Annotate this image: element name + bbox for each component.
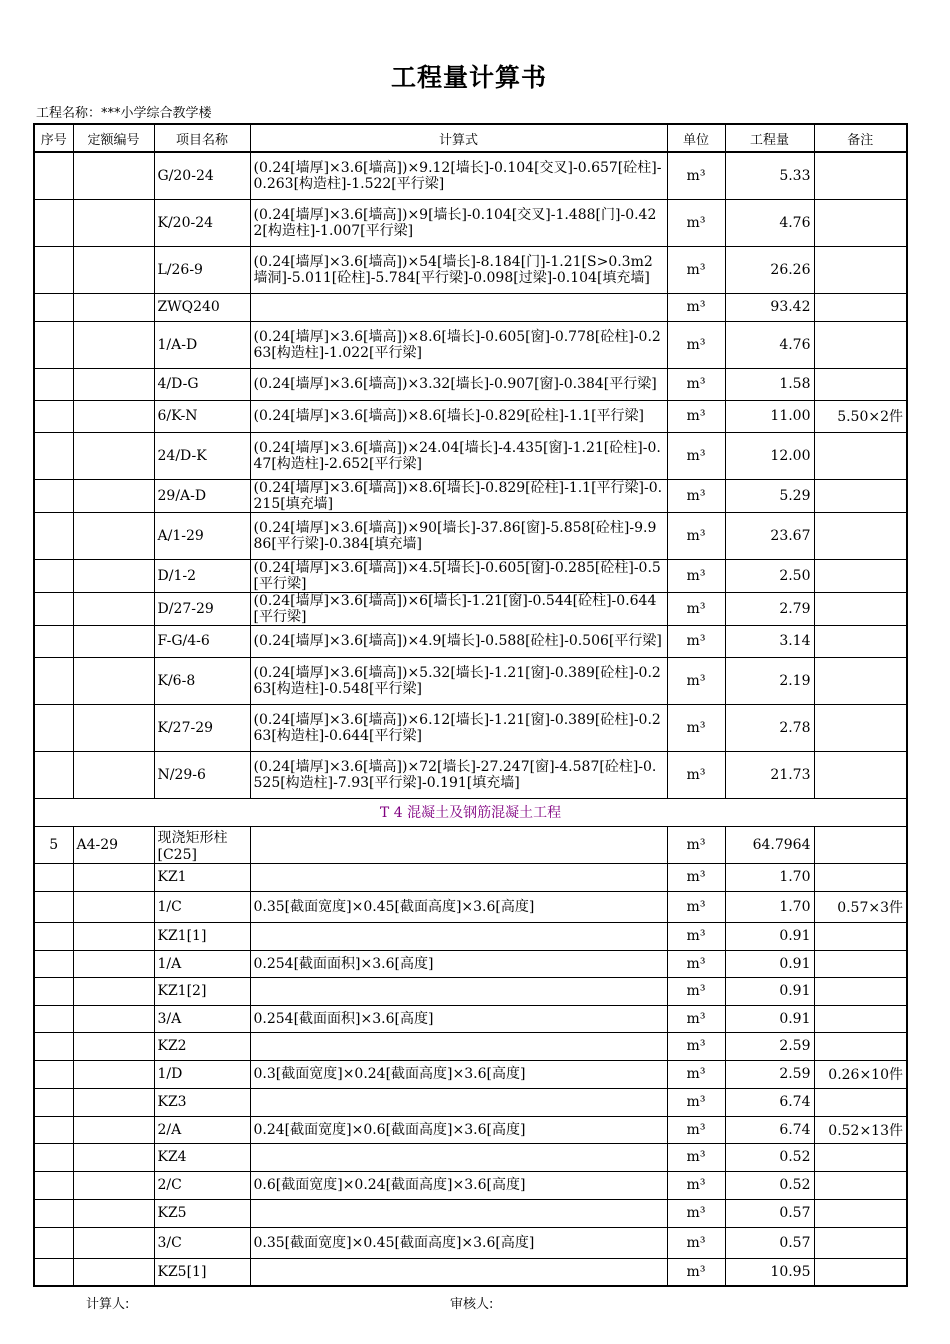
unit-cell: m³	[667, 704, 725, 751]
seq-cell	[34, 400, 73, 432]
section-title: T 4 混凝土及钢筋混凝土工程	[34, 798, 907, 826]
code-cell	[73, 657, 154, 704]
header-unit: 单位	[667, 124, 725, 152]
formula-cell: (0.24[墙厚]×3.6[墙高])×8.6[墙长]-0.829[砼柱]-1.1[平行梁]	[250, 400, 667, 432]
table-row	[34, 1060, 907, 1088]
quantity-cell: 23.67	[725, 512, 814, 559]
seq-cell	[34, 368, 73, 400]
formula-cell: (0.24[墙厚]×3.6[墙高])×4.9[墙长]-0.588[砼柱]-0.506[平行梁]	[250, 625, 667, 657]
formula-cell: 0.35[截面宽度]×0.45[截面高度]×3.6[高度]	[250, 1227, 667, 1258]
seq-cell	[34, 246, 73, 293]
quantity-cell: 2.59	[725, 1032, 814, 1060]
unit-cell: m³	[667, 1005, 725, 1032]
note-cell	[814, 863, 907, 891]
table-row	[34, 432, 907, 479]
table-row	[34, 1258, 907, 1286]
unit-cell: m³	[667, 1258, 725, 1286]
formula-cell: (0.24[墙厚]×3.6[墙高])×3.32[墙长]-0.907[窗]-0.384[平行梁]	[250, 368, 667, 400]
table-row	[34, 512, 907, 559]
item-name-cell: D/27-29	[154, 592, 250, 625]
unit-cell: m³	[667, 368, 725, 400]
seq-cell	[34, 1005, 73, 1032]
unit-cell: m³	[667, 400, 725, 432]
table-row	[34, 891, 907, 922]
unit-cell: m³	[667, 1116, 725, 1143]
code-cell	[73, 704, 154, 751]
code-cell	[73, 1005, 154, 1032]
quantity-cell: 2.59	[725, 1060, 814, 1088]
table-row	[34, 1227, 907, 1258]
unit-cell: m³	[667, 512, 725, 559]
quantity-cell: 3.14	[725, 625, 814, 657]
seq-cell	[34, 863, 73, 891]
item-name-cell: 3/C	[154, 1227, 250, 1258]
unit-cell: m³	[667, 826, 725, 863]
calculation-table	[33, 123, 908, 1287]
code-cell	[73, 592, 154, 625]
item-name-cell: N/29-6	[154, 751, 250, 798]
code-cell	[73, 1032, 154, 1060]
code-cell	[73, 1143, 154, 1171]
quantity-cell: 2.79	[725, 592, 814, 625]
quantity-cell: 1.70	[725, 863, 814, 891]
formula-cell	[250, 293, 667, 321]
seq-cell	[34, 479, 73, 512]
code-cell	[73, 1088, 154, 1116]
item-name-cell: 3/A	[154, 1005, 250, 1032]
header-item: 项目名称	[154, 124, 250, 152]
seq-cell	[34, 512, 73, 559]
unit-cell: m³	[667, 922, 725, 950]
note-cell	[814, 1199, 907, 1227]
table-row	[34, 922, 907, 950]
code-cell	[73, 246, 154, 293]
table-row	[34, 977, 907, 1005]
code-cell	[73, 863, 154, 891]
note-cell	[814, 592, 907, 625]
code-cell	[73, 293, 154, 321]
note-cell: 0.57×3件	[814, 891, 907, 922]
quantity-cell: 0.57	[725, 1227, 814, 1258]
code-cell	[73, 1258, 154, 1286]
table-row	[34, 592, 907, 625]
code-cell: A4-29	[73, 826, 154, 863]
seq-cell	[34, 321, 73, 368]
unit-cell: m³	[667, 321, 725, 368]
note-cell	[814, 1005, 907, 1032]
quantity-cell: 0.91	[725, 950, 814, 977]
quantity-cell: 4.76	[725, 199, 814, 246]
note-cell	[814, 1088, 907, 1116]
quantity-cell: 5.29	[725, 479, 814, 512]
seq-cell	[34, 559, 73, 592]
quantity-cell: 2.19	[725, 657, 814, 704]
formula-cell: 0.254[截面面积]×3.6[高度]	[250, 950, 667, 977]
item-name-cell: 6/K-N	[154, 400, 250, 432]
item-name-cell: K/27-29	[154, 704, 250, 751]
item-name-cell: KZ4	[154, 1143, 250, 1171]
formula-cell: (0.24[墙厚]×3.6[墙高])×54[墙长]-8.184[门]-1.21[S>0.3m2墙洞]-5.011[砼柱]-5.784[平行梁]-0.098[过梁]-0.104[填充墙]	[250, 246, 667, 293]
table-row	[34, 1199, 907, 1227]
code-cell	[73, 625, 154, 657]
unit-cell: m³	[667, 432, 725, 479]
code-cell	[73, 977, 154, 1005]
seq-cell	[34, 657, 73, 704]
quantity-cell: 0.91	[725, 922, 814, 950]
quantity-cell: 93.42	[725, 293, 814, 321]
item-name-cell: KZ1	[154, 863, 250, 891]
unit-cell: m³	[667, 625, 725, 657]
seq-cell	[34, 199, 73, 246]
formula-cell: 0.3[截面宽度]×0.24[截面高度]×3.6[高度]	[250, 1060, 667, 1088]
quantity-cell: 0.52	[725, 1171, 814, 1199]
formula-cell: (0.24[墙厚]×3.6[墙高])×9.12[墙长]-0.104[交叉]-0.657[砼柱]-0.263[构造柱]-1.522[平行梁]	[250, 152, 667, 199]
header-note: 备注	[814, 124, 907, 152]
formula-cell	[250, 826, 667, 863]
formula-cell	[250, 1143, 667, 1171]
code-cell	[73, 1171, 154, 1199]
note-cell	[814, 199, 907, 246]
seq-cell	[34, 891, 73, 922]
unit-cell: m³	[667, 246, 725, 293]
table-row	[34, 1088, 907, 1116]
formula-cell: (0.24[墙厚]×3.6[墙高])×90[墙长]-37.86[窗]-5.858[砼柱]-9.986[平行梁]-0.384[填充墙]	[250, 512, 667, 559]
code-cell	[73, 368, 154, 400]
seq-cell	[34, 1171, 73, 1199]
unit-cell: m³	[667, 891, 725, 922]
table-row	[34, 1032, 907, 1060]
item-name-cell: KZ1[2]	[154, 977, 250, 1005]
quantity-cell: 10.95	[725, 1258, 814, 1286]
seq-cell	[34, 1199, 73, 1227]
code-cell	[73, 1116, 154, 1143]
formula-cell: 0.254[截面面积]×3.6[高度]	[250, 1005, 667, 1032]
header-quantity: 工程量	[725, 124, 814, 152]
code-cell	[73, 479, 154, 512]
quantity-cell: 0.57	[725, 1199, 814, 1227]
note-cell	[814, 922, 907, 950]
seq-cell	[34, 1143, 73, 1171]
unit-cell: m³	[667, 1088, 725, 1116]
note-cell	[814, 704, 907, 751]
quantity-cell: 6.74	[725, 1088, 814, 1116]
seq-cell	[34, 293, 73, 321]
note-cell	[814, 977, 907, 1005]
unit-cell: m³	[667, 1060, 725, 1088]
table-row	[34, 199, 907, 246]
note-cell	[814, 368, 907, 400]
code-cell	[73, 1060, 154, 1088]
note-cell	[814, 321, 907, 368]
item-name-cell: 1/A	[154, 950, 250, 977]
unit-cell: m³	[667, 950, 725, 977]
page-title: 工程量计算书	[390, 63, 547, 92]
formula-cell	[250, 1199, 667, 1227]
item-name-cell: 1/A-D	[154, 321, 250, 368]
seq-cell	[34, 922, 73, 950]
section-row	[34, 798, 907, 826]
seq-cell	[34, 1258, 73, 1286]
item-name-cell: G/20-24	[154, 152, 250, 199]
code-cell	[73, 432, 154, 479]
note-cell	[814, 152, 907, 199]
unit-cell: m³	[667, 1143, 725, 1171]
item-name-cell: KZ3	[154, 1088, 250, 1116]
note-cell	[814, 625, 907, 657]
unit-cell: m³	[667, 657, 725, 704]
item-name-cell: 现浇矩形柱[C25]	[154, 826, 250, 863]
note-cell	[814, 512, 907, 559]
unit-cell: m³	[667, 1199, 725, 1227]
seq-cell: 5	[34, 826, 73, 863]
table-row	[34, 704, 907, 751]
header-seq: 序号	[34, 124, 73, 152]
unit-cell: m³	[667, 977, 725, 1005]
item-name-cell: D/1-2	[154, 559, 250, 592]
quantity-cell: 64.7964	[725, 826, 814, 863]
calculator-label: 计算人:	[86, 1297, 130, 1312]
table-row	[34, 400, 907, 432]
quantity-cell: 2.78	[725, 704, 814, 751]
unit-cell: m³	[667, 863, 725, 891]
unit-cell: m³	[667, 293, 725, 321]
unit-cell: m³	[667, 152, 725, 199]
quantity-cell: 4.76	[725, 321, 814, 368]
seq-cell	[34, 1227, 73, 1258]
table-row	[34, 1005, 907, 1032]
note-cell	[814, 1171, 907, 1199]
unit-cell: m³	[667, 559, 725, 592]
note-cell	[814, 657, 907, 704]
code-cell	[73, 1199, 154, 1227]
note-cell	[814, 246, 907, 293]
table-row	[34, 751, 907, 798]
header-code: 定额编号	[73, 124, 154, 152]
seq-cell	[34, 432, 73, 479]
quantity-cell: 1.58	[725, 368, 814, 400]
seq-cell	[34, 1032, 73, 1060]
quantity-cell: 1.70	[725, 891, 814, 922]
code-cell	[73, 950, 154, 977]
note-cell	[814, 1258, 907, 1286]
quantity-cell: 12.00	[725, 432, 814, 479]
code-cell	[73, 1227, 154, 1258]
table-row	[34, 368, 907, 400]
item-name-cell: 2/A	[154, 1116, 250, 1143]
table-row	[34, 826, 907, 863]
note-cell: 0.52×13件	[814, 1116, 907, 1143]
item-name-cell: L/26-9	[154, 246, 250, 293]
table-body	[34, 152, 907, 1286]
note-cell	[814, 950, 907, 977]
code-cell	[73, 922, 154, 950]
seq-cell	[34, 592, 73, 625]
formula-cell	[250, 977, 667, 1005]
quantity-cell: 11.00	[725, 400, 814, 432]
formula-cell: (0.24[墙厚]×3.6[墙高])×5.32[墙长]-1.21[窗]-0.389[砼柱]-0.263[构造柱]-0.548[平行梁]	[250, 657, 667, 704]
formula-cell	[250, 922, 667, 950]
quantity-cell: 6.74	[725, 1116, 814, 1143]
unit-cell: m³	[667, 592, 725, 625]
code-cell	[73, 512, 154, 559]
formula-cell	[250, 1088, 667, 1116]
quantity-cell: 0.91	[725, 1005, 814, 1032]
unit-cell: m³	[667, 199, 725, 246]
table-row	[34, 246, 907, 293]
quantity-cell: 26.26	[725, 246, 814, 293]
quantity-cell: 21.73	[725, 751, 814, 798]
seq-cell	[34, 152, 73, 199]
formula-cell: (0.24[墙厚]×3.6[墙高])×72[墙长]-27.247[窗]-4.587[砼柱]-0.525[构造柱]-7.93[平行梁]-0.191[填充墙]	[250, 751, 667, 798]
table-row	[34, 625, 907, 657]
quantity-cell: 0.52	[725, 1143, 814, 1171]
formula-cell: 0.35[截面宽度]×0.45[截面高度]×3.6[高度]	[250, 891, 667, 922]
unit-cell: m³	[667, 479, 725, 512]
code-cell	[73, 559, 154, 592]
seq-cell	[34, 950, 73, 977]
seq-cell	[34, 1088, 73, 1116]
note-cell	[814, 1227, 907, 1258]
table-row	[34, 1171, 907, 1199]
note-cell	[814, 1032, 907, 1060]
seq-cell	[34, 625, 73, 657]
table-row	[34, 1116, 907, 1143]
seq-cell	[34, 1116, 73, 1143]
item-name-cell: F-G/4-6	[154, 625, 250, 657]
table-row	[34, 1143, 907, 1171]
code-cell	[73, 751, 154, 798]
code-cell	[73, 152, 154, 199]
header-row	[34, 124, 907, 152]
seq-cell	[34, 1060, 73, 1088]
item-name-cell: A/1-29	[154, 512, 250, 559]
table-row	[34, 559, 907, 592]
item-name-cell: 29/A-D	[154, 479, 250, 512]
quantity-cell: 2.50	[725, 559, 814, 592]
item-name-cell: K/20-24	[154, 199, 250, 246]
formula-cell	[250, 863, 667, 891]
unit-cell: m³	[667, 751, 725, 798]
table-row	[34, 321, 907, 368]
table-row	[34, 950, 907, 977]
item-name-cell: KZ1[1]	[154, 922, 250, 950]
seq-cell	[34, 751, 73, 798]
note-cell	[814, 559, 907, 592]
seq-cell	[34, 977, 73, 1005]
note-cell	[814, 293, 907, 321]
note-cell	[814, 432, 907, 479]
item-name-cell: 1/C	[154, 891, 250, 922]
unit-cell: m³	[667, 1171, 725, 1199]
item-name-cell: 1/D	[154, 1060, 250, 1088]
item-name-cell: K/6-8	[154, 657, 250, 704]
formula-cell: (0.24[墙厚]×3.6[墙高])×6[墙长]-1.21[窗]-0.544[砼柱]-0.644[平行梁]	[250, 592, 667, 625]
item-name-cell: 24/D-K	[154, 432, 250, 479]
seq-cell	[34, 704, 73, 751]
item-name-cell: 2/C	[154, 1171, 250, 1199]
formula-cell: 0.24[截面宽度]×0.6[截面高度]×3.6[高度]	[250, 1116, 667, 1143]
unit-cell: m³	[667, 1032, 725, 1060]
note-cell	[814, 479, 907, 512]
item-name-cell: KZ5	[154, 1199, 250, 1227]
table-row	[34, 657, 907, 704]
quantity-cell: 5.33	[725, 152, 814, 199]
formula-cell: (0.24[墙厚]×3.6[墙高])×4.5[墙长]-0.605[窗]-0.285[砼柱]-0.5[平行梁]	[250, 559, 667, 592]
note-cell: 5.50×2件	[814, 400, 907, 432]
table-row	[34, 863, 907, 891]
formula-cell	[250, 1032, 667, 1060]
item-name-cell: ZWQ240	[154, 293, 250, 321]
project-name: 工程名称：***小学综合教学楼	[36, 106, 212, 121]
formula-cell	[250, 1258, 667, 1286]
formula-cell: (0.24[墙厚]×3.6[墙高])×24.04[墙长]-4.435[窗]-1.21[砼柱]-0.47[构造柱]-2.652[平行梁]	[250, 432, 667, 479]
code-cell	[73, 321, 154, 368]
formula-cell: (0.24[墙厚]×3.6[墙高])×8.6[墙长]-0.605[窗]-0.778[砼柱]-0.263[构造柱]-1.022[平行梁]	[250, 321, 667, 368]
quantity-cell: 0.91	[725, 977, 814, 1005]
formula-cell: 0.6[截面宽度]×0.24[截面高度]×3.6[高度]	[250, 1171, 667, 1199]
note-cell	[814, 751, 907, 798]
table-row	[34, 293, 907, 321]
note-cell	[814, 1143, 907, 1171]
formula-cell: (0.24[墙厚]×3.6[墙高])×8.6[墙长]-0.829[砼柱]-1.1[平行梁]-0.215[填充墙]	[250, 479, 667, 512]
formula-cell: (0.24[墙厚]×3.6[墙高])×9[墙长]-0.104[交叉]-1.488[门]-0.422[构造柱]-1.007[平行梁]	[250, 199, 667, 246]
unit-cell: m³	[667, 1227, 725, 1258]
formula-cell: (0.24[墙厚]×3.6[墙高])×6.12[墙长]-1.21[窗]-0.389[砼柱]-0.263[构造柱]-0.644[平行梁]	[250, 704, 667, 751]
table-row	[34, 152, 907, 199]
item-name-cell: KZ2	[154, 1032, 250, 1060]
item-name-cell: KZ5[1]	[154, 1258, 250, 1286]
code-cell	[73, 891, 154, 922]
item-name-cell: 4/D-G	[154, 368, 250, 400]
header-formula: 计算式	[250, 124, 667, 152]
note-cell	[814, 826, 907, 863]
reviewer-label: 审核人:	[450, 1297, 494, 1312]
code-cell	[73, 199, 154, 246]
code-cell	[73, 400, 154, 432]
table-row	[34, 479, 907, 512]
note-cell: 0.26×10件	[814, 1060, 907, 1088]
